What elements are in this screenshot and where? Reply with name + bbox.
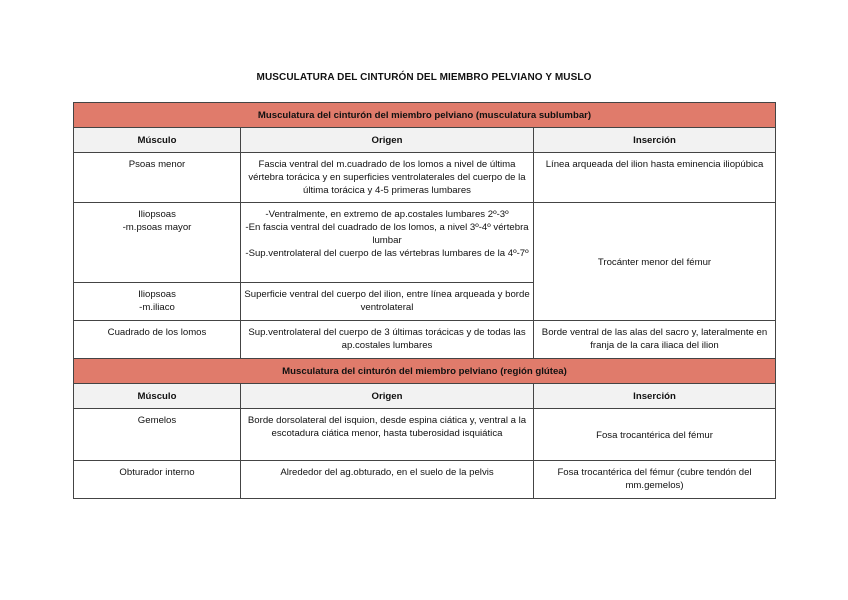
muscle-name: Iliopsoas	[138, 209, 176, 220]
insertion-cell: Borde ventral de las alas del sacro y, lateralmente en franja de la cara iliaca del ilion	[534, 321, 776, 359]
muscle-cell	[74, 283, 241, 321]
muscle-table	[73, 102, 776, 499]
insertion-cell: Línea arqueada del ilion hasta eminencia iliopúbica	[534, 153, 776, 203]
document-title: MUSCULATURA DEL CINTURÓN DEL MIEMBRO PELVIANO Y MUSLO	[256, 72, 592, 83]
muscle-subname: -m.psoas mayor	[122, 222, 192, 233]
table-row	[74, 153, 776, 203]
insertion-cell: Fosa trocantérica del fémur	[534, 409, 776, 461]
origin-cell: Alrededor del ag.obturado, en el suelo de la pelvis	[241, 461, 534, 499]
column-header-origin: Origen	[241, 128, 534, 153]
table-row	[74, 321, 776, 359]
origin-line: -Sup.ventrolateral del cuerpo de las vértebras lumbares de la 4º-7º	[245, 248, 529, 259]
origin-line: -Ventralmente, en extremo de ap.costales lumbares 2º-3º	[265, 209, 509, 220]
origin-cell: Superficie ventral del cuerpo del ilion, entre línea arqueada y borde ventrolateral	[241, 283, 534, 321]
column-header-muscle: Músculo	[74, 128, 241, 153]
origin-cell: Fascia ventral del m.cuadrado de los lomos a nivel de última vértebra torácica y en superficies ventrolaterales del cuerpo de la última torácica y 4-5 primeras lumbares	[241, 153, 534, 203]
column-header-origin: Origen	[241, 384, 534, 409]
muscle-cell	[74, 203, 241, 283]
origin-line: -En fascia ventral del cuadrado de los lomos, a nivel 3º-4º vértebra lumbar	[245, 222, 529, 246]
section-title: Musculatura del cinturón del miembro pelviano (musculatura sublumbar)	[74, 103, 776, 128]
column-header-row	[74, 128, 776, 153]
column-header-insertion: Inserción	[534, 128, 776, 153]
muscle-subname: -m.iliaco	[139, 302, 175, 313]
origin-cell	[241, 203, 534, 283]
muscle-name: Iliopsoas	[138, 289, 176, 300]
table-row	[74, 203, 776, 283]
insertion-cell: Fosa trocantérica del fémur (cubre tendón del mm.gemelos)	[534, 461, 776, 499]
insertion-cell: Trocánter menor del fémur	[534, 203, 776, 321]
origin-cell: Borde dorsolateral del isquion, desde espina ciática y, ventral a la escotadura ciática menor, hasta tuberosidad isquiática	[241, 409, 534, 461]
column-header-insertion: Inserción	[534, 384, 776, 409]
column-header-muscle: Músculo	[74, 384, 241, 409]
muscle-cell: Obturador interno	[74, 461, 241, 499]
section-header-gluteal	[74, 359, 776, 384]
column-header-row	[74, 384, 776, 409]
table-row	[74, 409, 776, 461]
section-header-sublumbar	[74, 103, 776, 128]
muscle-cell: Cuadrado de los lomos	[74, 321, 241, 359]
table-row	[74, 461, 776, 499]
muscle-cell: Gemelos	[74, 409, 241, 461]
muscle-cell: Psoas menor	[74, 153, 241, 203]
origin-cell: Sup.ventrolateral del cuerpo de 3 últimas torácicas y de todas las ap.costales lumbares	[241, 321, 534, 359]
section-title: Musculatura del cinturón del miembro pelviano (región glútea)	[74, 359, 776, 384]
